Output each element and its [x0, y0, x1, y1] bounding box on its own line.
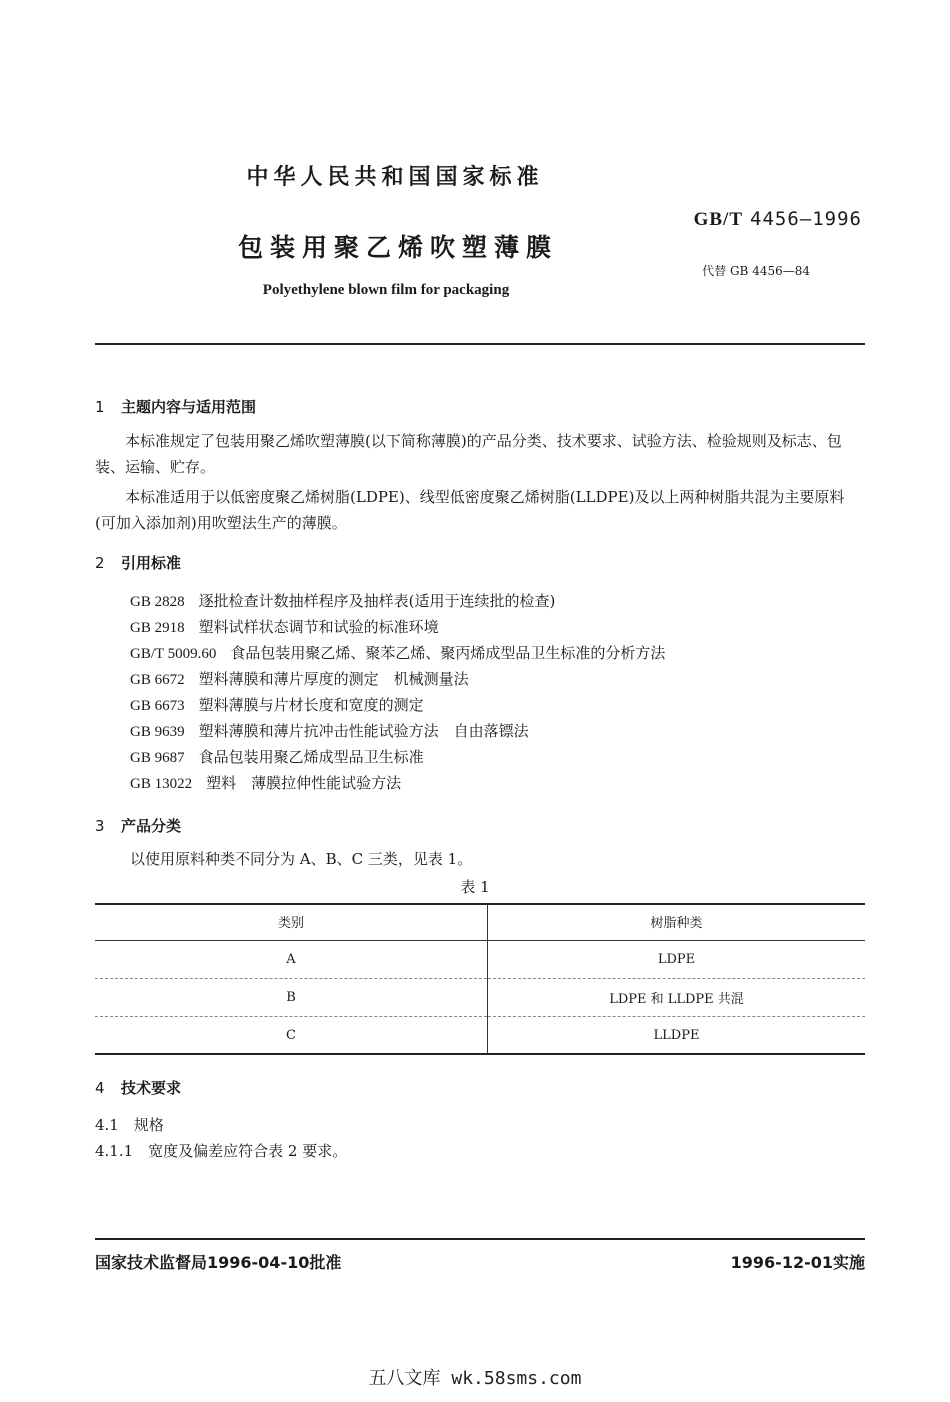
reference-title: 塑料试样状态调节和试验的标准环境: [198, 618, 439, 636]
section-1-paragraph-1: 本标准规定了包装用聚乙烯吹塑薄膜(以下简称薄膜)的产品分类、技术要求、试验方法、检验规则及标志、包装、运输、贮存。: [95, 432, 842, 476]
reference-title: 逐批检查计数抽样程序及抽样表(适用于连续批的检查): [198, 592, 556, 610]
reference-code: GB 2828: [130, 594, 185, 610]
table-cell-category: B: [95, 979, 488, 1017]
reference-code: GB 2918: [130, 620, 185, 636]
section-number: 2: [95, 554, 105, 572]
document-title: 包装用聚乙烯吹塑薄膜: [237, 233, 558, 262]
reference-item: [130, 720, 529, 741]
product-classification-table: [95, 903, 865, 1054]
subsection-4-1-1: 4.1.1 宽度及偏差应符合表 2 要求。: [95, 1142, 348, 1160]
reference-item: [130, 772, 401, 793]
table-row: [95, 1017, 865, 1055]
reference-title: 食品包装用聚乙烯成型品卫生标准: [198, 748, 424, 766]
reference-code: GB 6672: [130, 672, 185, 688]
reference-item: [130, 642, 665, 663]
standard-prefix: GB/T: [693, 209, 743, 230]
reference-title: 塑料薄膜和薄片抗冲击性能试验方法 自由落镖法: [198, 722, 529, 740]
table-header-category: 类别: [95, 903, 488, 941]
watermark-text: 五八文库 wk.58sms.com: [368, 1368, 582, 1389]
section-number: 1: [95, 398, 105, 416]
section-number: 4: [95, 1079, 105, 1097]
section-3-paragraph: 以使用原料种类不同分为 A、B、C 三类，见表 1。: [130, 850, 473, 868]
standard-number: 4456—1996: [750, 208, 862, 230]
table-row: [95, 941, 865, 979]
section-title: 主题内容与适用范围: [121, 398, 257, 416]
reference-item: [130, 616, 439, 637]
reference-code: GB 13022: [130, 776, 193, 792]
table-cell-resin: LDPE: [488, 941, 866, 979]
table-cell-resin: LLDPE: [653, 1028, 700, 1043]
section-title: 产品分类: [121, 817, 182, 835]
table-header-row: [95, 903, 865, 941]
reference-item: [130, 746, 424, 767]
reference-item: [130, 668, 469, 689]
table-header-resin: 树脂种类: [488, 903, 866, 941]
reference-title: 塑料 薄膜拉伸性能试验方法: [206, 774, 402, 792]
subsection-4-1: 4.1 规格: [95, 1116, 164, 1134]
section-title: 技术要求: [121, 1079, 182, 1097]
table-bottom-rule: [95, 1053, 865, 1055]
reference-title: 塑料薄膜和薄片厚度的测定 机械测量法: [198, 670, 469, 688]
reference-code: GB 6673: [130, 698, 185, 714]
section-3-heading: [95, 815, 181, 836]
table-row: [95, 979, 865, 1017]
footer-divider: [95, 1238, 865, 1240]
section-1-paragraph-2: 本标准适用于以低密度聚乙烯树脂(LDPE)、线型低密度聚乙烯树脂(LLDPE)及以上两种树脂共混为主要原料(可加入添加剂)用吹塑法生产的薄膜。: [95, 488, 845, 532]
header-divider: [95, 343, 865, 345]
national-standard-heading: 中华人民共和国国家标准: [246, 165, 544, 190]
english-title: Polyethylene blown film for packaging: [262, 282, 510, 298]
reference-item: [130, 590, 555, 611]
effective-date-note: 1996-12-01实施: [730, 1253, 865, 1272]
reference-code: GB 9639: [130, 724, 185, 740]
reference-code: GB 9687: [130, 750, 185, 766]
table-cell-category: A: [95, 941, 488, 979]
approval-note: 国家技术监督局1996-04-10批准: [95, 1253, 342, 1272]
reference-item: [130, 694, 424, 715]
section-title: 引用标准: [121, 554, 182, 572]
table-cell-resin: LDPE 和 LLDPE 共混: [488, 979, 866, 1017]
reference-code: GB/T 5009.60: [130, 646, 217, 662]
section-4-heading: [95, 1077, 181, 1098]
section-2-heading: [95, 552, 181, 573]
reference-title: 食品包装用聚乙烯、聚苯乙烯、聚丙烯成型品卫生标准的分析方法: [230, 644, 666, 662]
section-number: 3: [95, 817, 105, 835]
replaces-note: 代替 GB 4456—84: [702, 264, 810, 278]
reference-title: 塑料薄膜与片材长度和宽度的测定: [198, 696, 424, 714]
table-cell-category: C: [95, 1017, 488, 1055]
section-1-heading: [95, 396, 256, 417]
table-caption: 表 1: [460, 878, 490, 896]
